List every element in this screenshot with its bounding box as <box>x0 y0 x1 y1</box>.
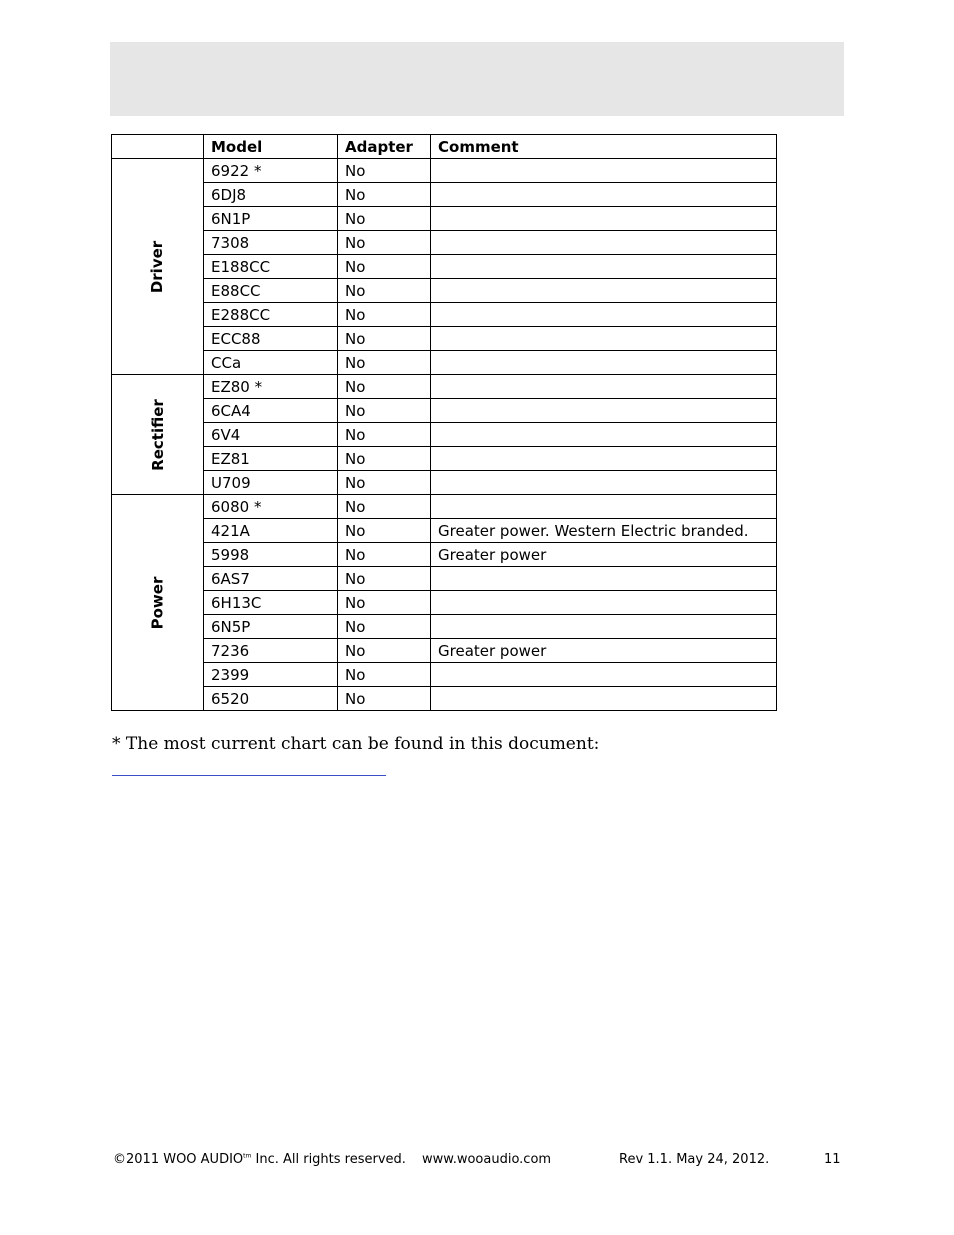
adapter-cell: No <box>338 183 431 207</box>
trademark-mark: tm <box>243 1152 252 1160</box>
adapter-cell: No <box>338 327 431 351</box>
model-cell: E288CC <box>204 303 338 327</box>
adapter-cell: No <box>338 495 431 519</box>
table-row <box>112 663 777 687</box>
table-row <box>112 327 777 351</box>
footer-page-number: 11 <box>824 1152 841 1167</box>
comment-cell: Greater power <box>431 543 777 567</box>
table-row <box>112 399 777 423</box>
group-label: Driver <box>148 240 167 293</box>
comment-cell <box>431 471 777 495</box>
table-row <box>112 567 777 591</box>
table-row <box>112 207 777 231</box>
model-cell: 6N1P <box>204 207 338 231</box>
adapter-cell: No <box>338 399 431 423</box>
model-cell: 6DJ8 <box>204 183 338 207</box>
table-row <box>112 639 777 663</box>
model-cell: 7308 <box>204 231 338 255</box>
model-cell: CCa <box>204 351 338 375</box>
comment-cell <box>431 159 777 183</box>
header-comment: Comment <box>431 135 777 159</box>
model-cell: E88CC <box>204 279 338 303</box>
table-row <box>112 279 777 303</box>
adapter-cell: No <box>338 519 431 543</box>
adapter-cell: No <box>338 423 431 447</box>
group-cell <box>112 375 204 495</box>
footer-copyright <box>113 1152 406 1167</box>
adapter-cell: No <box>338 543 431 567</box>
copyright-suffix: Inc. All rights reserved. <box>251 1152 406 1167</box>
group-cell <box>112 159 204 375</box>
copyright-prefix: ©2011 WOO AUDIO <box>113 1152 244 1167</box>
group-label: Power <box>148 576 167 629</box>
comment-cell: Greater power. Western Electric branded. <box>431 519 777 543</box>
table-row <box>112 423 777 447</box>
adapter-cell: No <box>338 591 431 615</box>
comment-cell <box>431 327 777 351</box>
model-cell: EZ81 <box>204 447 338 471</box>
comment-cell <box>431 591 777 615</box>
table-row <box>112 447 777 471</box>
comment-cell <box>431 687 777 711</box>
adapter-cell: No <box>338 663 431 687</box>
model-cell: 6V4 <box>204 423 338 447</box>
model-cell: 7236 <box>204 639 338 663</box>
model-cell: 421A <box>204 519 338 543</box>
model-cell: 5998 <box>204 543 338 567</box>
comment-cell <box>431 423 777 447</box>
header-model: Model <box>204 135 338 159</box>
model-cell: 6080 * <box>204 495 338 519</box>
comment-cell <box>431 351 777 375</box>
table-row <box>112 303 777 327</box>
model-cell: 6AS7 <box>204 567 338 591</box>
comment-cell <box>431 615 777 639</box>
adapter-cell: No <box>338 255 431 279</box>
header-adapter: Adapter <box>338 135 431 159</box>
adapter-cell: No <box>338 159 431 183</box>
table-row <box>112 519 777 543</box>
comment-cell <box>431 303 777 327</box>
model-cell: ECC88 <box>204 327 338 351</box>
table-row <box>112 255 777 279</box>
table-row <box>112 543 777 567</box>
comment-cell <box>431 279 777 303</box>
adapter-cell: No <box>338 231 431 255</box>
adapter-cell: No <box>338 351 431 375</box>
table-row <box>112 615 777 639</box>
model-cell: 6N5P <box>204 615 338 639</box>
table-row <box>112 471 777 495</box>
table-row <box>112 351 777 375</box>
model-cell: EZ80 * <box>204 375 338 399</box>
header-group <box>112 135 204 159</box>
model-cell: 6CA4 <box>204 399 338 423</box>
model-cell: 6520 <box>204 687 338 711</box>
adapter-cell: No <box>338 447 431 471</box>
group-cell <box>112 495 204 711</box>
comment-cell <box>431 399 777 423</box>
document-link[interactable] <box>112 775 386 776</box>
model-cell: E188CC <box>204 255 338 279</box>
comment-cell <box>431 255 777 279</box>
table-row <box>112 375 777 399</box>
comment-cell <box>431 231 777 255</box>
adapter-cell: No <box>338 687 431 711</box>
table-body <box>112 159 777 711</box>
adapter-cell: No <box>338 567 431 591</box>
model-cell: 2399 <box>204 663 338 687</box>
adapter-cell: No <box>338 471 431 495</box>
footer-revision: Rev 1.1. May 24, 2012. <box>619 1152 770 1167</box>
table-header-row <box>112 135 777 159</box>
comment-cell <box>431 207 777 231</box>
table-row <box>112 231 777 255</box>
table-row <box>112 159 777 183</box>
table-row <box>112 591 777 615</box>
model-cell: 6H13C <box>204 591 338 615</box>
comment-cell <box>431 447 777 471</box>
chart-note: * The most current chart can be found in this document: <box>112 734 600 754</box>
comment-cell <box>431 495 777 519</box>
tube-compatibility-table <box>111 134 777 711</box>
table-row <box>112 495 777 519</box>
model-cell: U709 <box>204 471 338 495</box>
adapter-cell: No <box>338 303 431 327</box>
group-label: Rectifier <box>148 398 167 471</box>
comment-cell: Greater power <box>431 639 777 663</box>
model-cell: 6922 * <box>204 159 338 183</box>
comment-cell <box>431 183 777 207</box>
adapter-cell: No <box>338 375 431 399</box>
comment-cell <box>431 663 777 687</box>
adapter-cell: No <box>338 207 431 231</box>
header-band <box>110 42 844 116</box>
adapter-cell: No <box>338 639 431 663</box>
adapter-cell: No <box>338 279 431 303</box>
adapter-cell: No <box>338 615 431 639</box>
table-row <box>112 183 777 207</box>
footer-website: www.wooaudio.com <box>422 1152 552 1167</box>
comment-cell <box>431 375 777 399</box>
table-row <box>112 687 777 711</box>
comment-cell <box>431 567 777 591</box>
